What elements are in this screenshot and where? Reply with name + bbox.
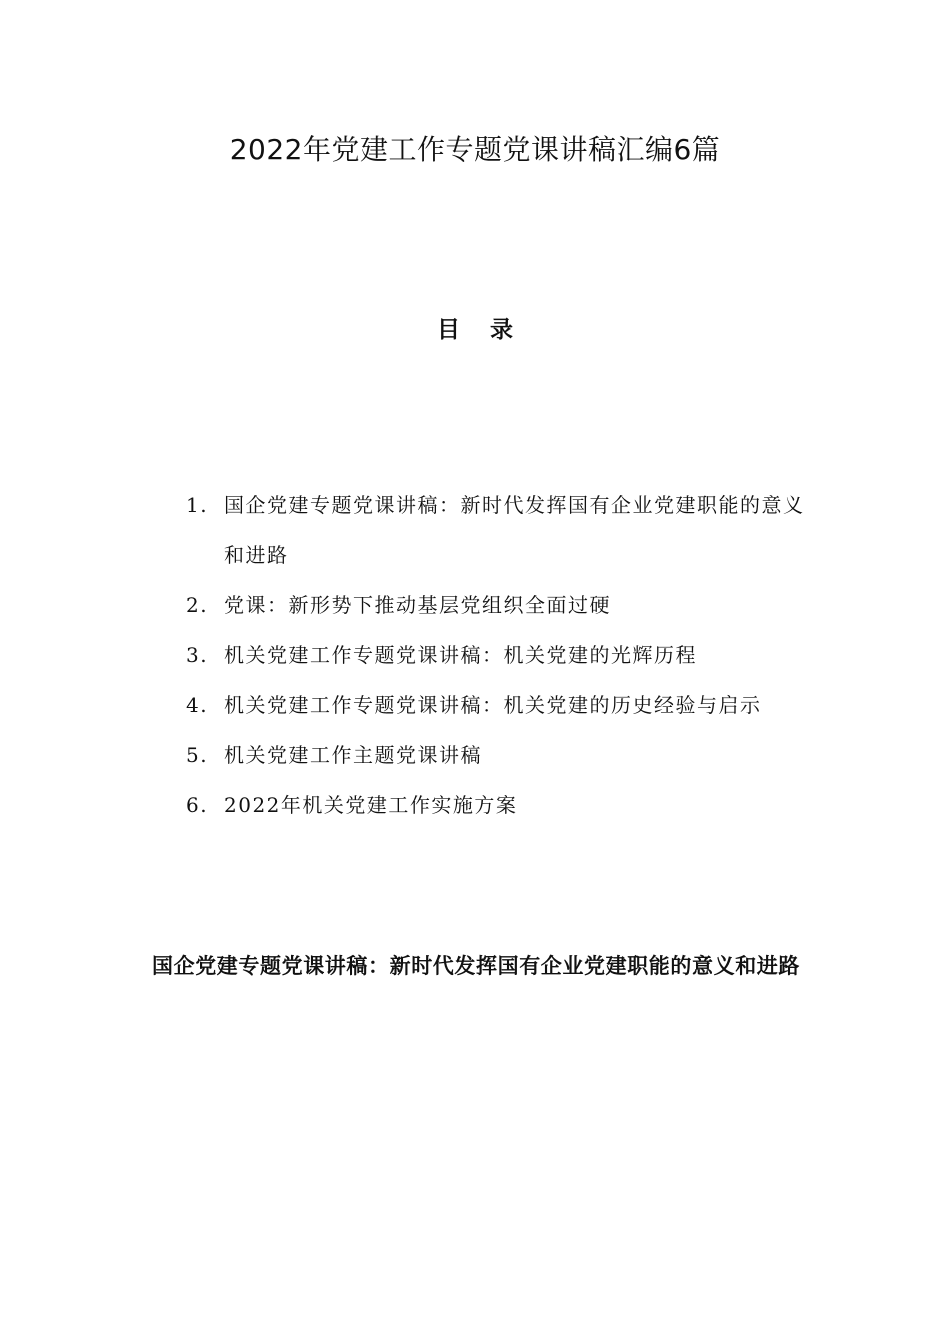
toc-item-4[interactable] [186, 680, 806, 730]
section-title: 国企党建专题党课讲稿：新时代发挥国有企业党建职能的意义和进路 [152, 953, 800, 978]
toc-item-number: 3. [186, 643, 209, 667]
toc-item-text: 机关党建工作专题党课讲稿：机关党建的历史经验与启示 [224, 693, 762, 717]
toc-item-1[interactable] [186, 480, 806, 580]
toc-item-number: 1. [186, 493, 209, 517]
toc-item-2[interactable] [186, 580, 806, 630]
toc-item-text: 国企党建专题党课讲稿：新时代发挥国有企业党建职能的意义和进路 [224, 493, 805, 567]
toc-item-text: 党课：新形势下推动基层党组织全面过硬 [224, 593, 611, 617]
toc-heading [0, 311, 950, 344]
toc-item-number: 2. [186, 593, 209, 617]
toc-heading-char-2: 录 [490, 316, 513, 343]
toc-item-3[interactable] [186, 630, 806, 680]
toc-item-text: 2022年机关党建工作实施方案 [224, 793, 518, 817]
toc-item-6[interactable] [186, 780, 806, 830]
toc-item-number: 4. [186, 693, 209, 717]
toc-heading-char-1: 目 [437, 316, 460, 343]
document-title: 2022年党建工作专题党课讲稿汇编6篇 [229, 133, 721, 166]
toc-item-text: 机关党建工作专题党课讲稿：机关党建的光辉历程 [224, 643, 697, 667]
table-of-contents [186, 480, 806, 830]
toc-item-5[interactable] [186, 730, 806, 780]
toc-item-text: 机关党建工作主题党课讲稿 [224, 743, 482, 767]
toc-item-number: 6. [186, 793, 209, 817]
toc-item-number: 5. [186, 743, 209, 767]
